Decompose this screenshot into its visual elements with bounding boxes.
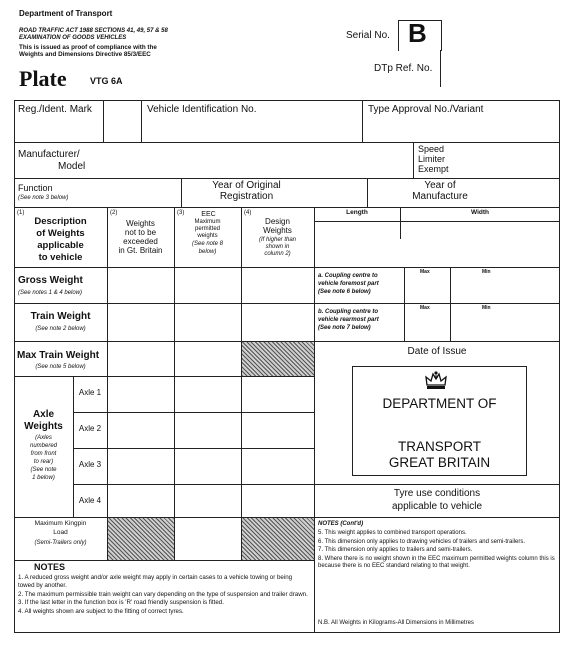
- note-1: 1. A reduced gross weight and/or axle weight may apply in certain cases to a vehicle towing or being towed by another.: [18, 574, 293, 589]
- hatched-cell-kingpin-col2: [108, 518, 174, 560]
- gross-weight-label: Gross Weight: [18, 275, 83, 286]
- axle-1-fields[interactable]: [108, 377, 314, 412]
- max-train-weight-note: (See note 5 below): [35, 364, 86, 370]
- col1-header-1: Description: [34, 216, 87, 227]
- hatched-cell-kingpin-col4: [242, 518, 314, 560]
- col4-header-3: (If higher than: [258, 237, 297, 243]
- col2-header-4: in Gt. Britain: [118, 246, 163, 255]
- kingpin-line-3: (Semi-Trailers only): [34, 540, 87, 546]
- plate-title: Plate: [19, 66, 67, 91]
- col1-header-3: applicable: [37, 240, 84, 251]
- tyre-line-1: Tyre use conditions: [393, 488, 481, 499]
- manufacturer-field[interactable]: [100, 148, 413, 178]
- axle-weights-label-1: Axle: [32, 409, 55, 420]
- tyre-line-2: applicable to vehicle: [391, 501, 483, 512]
- note-3: 3. If the last letter in the function box is 'R' road friendly suspension is fitted.: [18, 599, 224, 607]
- stamp-line-3: GREAT BRITAIN: [388, 455, 491, 470]
- axle-note-2: numbered: [29, 443, 58, 449]
- col1-header-4: to vehicle: [38, 252, 83, 263]
- col2-header-1: Weights: [126, 219, 155, 228]
- coupling-b-line-1: b. Coupling centre to: [318, 309, 378, 315]
- axle-2-label: Axle 2: [78, 424, 102, 433]
- notes-list: [18, 574, 310, 617]
- width-header: Width: [471, 209, 489, 216]
- coupling-a-line-1: a. Coupling centre to: [318, 273, 378, 279]
- train-weight-note: (See note 2 below): [35, 326, 86, 332]
- proof-line-1: This is issued as proof of compliance with the: [19, 44, 157, 51]
- coupling-a-line-3: (See note 6 below): [318, 289, 371, 295]
- note-5: 5. This weight applies to combined transport operations.: [318, 530, 467, 536]
- proof-line-2: Weights and Dimensions Directive 85/3/EEC: [19, 51, 151, 58]
- col4-header-1: Design: [265, 217, 290, 226]
- vin-label: Vehicle Identification No.: [147, 104, 257, 115]
- col4-header-4: shown in: [265, 244, 290, 250]
- kingpin-eec-field[interactable]: [175, 518, 241, 560]
- train-weight-label: Train Weight: [30, 311, 91, 322]
- function-label: Function: [18, 183, 53, 193]
- stamp-line-1: DEPARTMENT OF: [382, 396, 497, 411]
- manufacturer-label: Manufacturer/: [18, 149, 80, 160]
- coupling-a-max-field[interactable]: [405, 277, 450, 303]
- year-manufacture-line-2: Manufacture: [412, 191, 468, 202]
- width-field[interactable]: [400, 222, 560, 267]
- axle-3-label: Axle 3: [78, 460, 102, 469]
- speed-limiter-line-2: Limiter: [418, 154, 446, 164]
- note-4: 4. All weights shown are subject to the fitting of correct tyres.: [18, 608, 184, 615]
- units-footer: N.B. All Weights in Kilograms-All Dimensions in Millimetres: [318, 620, 474, 626]
- notes-title: NOTES: [34, 562, 66, 572]
- axle-4-label: Axle 4: [78, 496, 102, 505]
- coupling-b-max: Max: [420, 305, 430, 311]
- speed-limiter-line-1: Speed: [418, 144, 445, 154]
- coupling-a-max: Max: [420, 269, 430, 275]
- gross-weight-note: (See notes 1 & 4 below): [18, 290, 83, 296]
- length-field[interactable]: [314, 222, 400, 267]
- axle-4-fields[interactable]: [108, 485, 314, 517]
- train-weight-fields[interactable]: [108, 304, 314, 341]
- year-registration-line-2: Registration: [219, 191, 274, 202]
- col2-number: (2): [110, 210, 118, 216]
- type-approval-label: Type Approval No./Variant: [368, 104, 484, 115]
- model-label: Model: [58, 161, 86, 172]
- hatched-cell-max-train-design: [242, 342, 314, 376]
- col3-header-2: Maximum: [194, 219, 221, 225]
- serial-value: B: [408, 18, 427, 48]
- col4-header-2: Weights: [263, 226, 292, 235]
- stamp-line-2: TRANSPORT: [397, 439, 481, 454]
- col3-header-4: weights: [197, 233, 218, 239]
- plate-code: VTG 6A: [90, 76, 123, 86]
- col3-header-5: (See note 8: [191, 241, 224, 247]
- coupling-b-line-2: vehicle rearmost part: [318, 317, 379, 323]
- note-6: 6. This dimension only applies to drawing vehicles of trailers and semi-trailers.: [318, 538, 525, 545]
- coupling-b-line-3: (See note 7 below): [318, 325, 371, 331]
- axle-2-fields[interactable]: [108, 413, 314, 448]
- coupling-a-min: Min: [482, 269, 491, 275]
- dtp-ref-label: DTp Ref. No.: [374, 63, 433, 74]
- department-title: Department of Transport: [19, 9, 113, 18]
- reg-ident-mark-label: Reg./Ident. Mark: [18, 104, 92, 115]
- col3-number: (3): [177, 210, 185, 216]
- col3-header-1: EEC: [201, 211, 216, 218]
- year-registration-line-1: Year of Original: [212, 180, 281, 191]
- axle-note-5: (See note: [30, 467, 57, 473]
- axle-note-1: (Axles: [35, 435, 52, 441]
- col1-header-2: of Weights: [36, 228, 85, 239]
- note-7: 7. This dimension only applies to trailers and semi-trailers.: [318, 547, 473, 553]
- note-2: 2. The maximum permissible train weight can vary depending on the type of suspension and trailer drawn.: [18, 590, 308, 598]
- max-train-weight-fields[interactable]: [108, 342, 241, 376]
- speed-limiter-line-3: Exempt: [418, 164, 449, 174]
- col2-header-3: exceeded: [123, 237, 158, 246]
- date-of-issue-label: Date of Issue: [407, 346, 467, 357]
- coupling-a-min-field[interactable]: [451, 277, 560, 303]
- axle-note-6: 1 below): [32, 475, 55, 481]
- vin-field[interactable]: [141, 118, 362, 142]
- col3-header-3: permitted: [194, 226, 220, 232]
- type-approval-field[interactable]: [362, 118, 560, 142]
- col1-number: (1): [17, 210, 25, 216]
- length-header: Length: [346, 209, 368, 216]
- max-train-weight-label: Max Train Weight: [17, 350, 100, 361]
- axle-note-4: to rear): [33, 459, 54, 465]
- notes-cont-title: NOTES (Cont'd): [318, 521, 364, 527]
- year-manufacture-line-1: Year of: [424, 180, 456, 191]
- gross-weight-fields[interactable]: [108, 268, 314, 303]
- axle-note-3: from front: [30, 451, 57, 457]
- examination-line: EXAMINATION OF GOODS VEHICLES: [19, 35, 127, 41]
- serial-label: Serial No.: [346, 30, 390, 41]
- axle-weights-label-2: Weights: [24, 421, 63, 432]
- axle-3-fields[interactable]: [108, 449, 314, 484]
- notes-cont-list: [318, 530, 556, 572]
- coupling-b-min-field[interactable]: [451, 313, 560, 341]
- col3-header-6: below): [198, 249, 217, 255]
- col4-header-5: column 2): [264, 251, 291, 257]
- note-8: 8. Where there is no weight shown in the EEC maximum permitted weights column this is because there is no EEC standard relating to that weight.: [318, 555, 555, 569]
- kingpin-line-2: Load: [53, 529, 68, 536]
- col4-number: (4): [244, 210, 252, 216]
- axle-1-label: Axle 1: [78, 388, 102, 397]
- act-reference: ROAD TRAFFIC ACT 1988 SECTIONS 41, 49, 57 & 58: [19, 28, 168, 34]
- coupling-b-max-field[interactable]: [405, 313, 450, 341]
- coupling-a-line-2: vehicle foremost part: [318, 281, 379, 287]
- function-note: (See note 3 below): [18, 195, 69, 201]
- coupling-b-min: Min: [482, 305, 491, 311]
- kingpin-line-1: Maximum Kingpin: [34, 520, 87, 527]
- reg-ident-field[interactable]: [103, 110, 141, 142]
- crown-icon: [424, 370, 448, 392]
- col2-header-2: not to be: [124, 228, 157, 237]
